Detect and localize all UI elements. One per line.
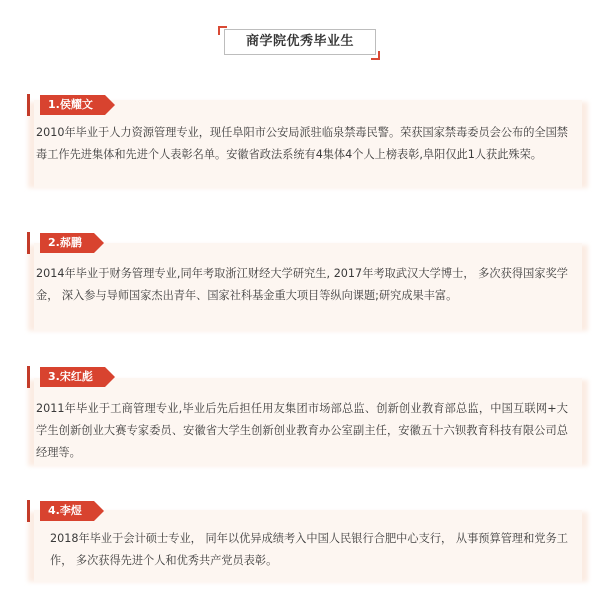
- graduate-card-4: [34, 510, 582, 582]
- page-title: 商学院优秀毕业生: [224, 29, 376, 55]
- title-corner-bottom-right: [371, 51, 380, 60]
- section-marker: [27, 232, 30, 254]
- graduate-name-tag: 4.李煜: [40, 501, 94, 521]
- graduate-description: 2014年毕业于财务管理专业,同年考取浙江财经大学研究生, 2017年考取武汉大学博士， 多次获得国家奖学金， 深入参与导师国家杰出青年、国家社科基金重大项目等纵向课题;研究成果丰富。: [36, 267, 568, 302]
- section-marker: [27, 366, 30, 388]
- graduate-name-tag: 3.宋红彪: [40, 367, 105, 387]
- graduate-name-tag: 1.侯耀文: [40, 95, 105, 115]
- section-marker: [27, 94, 30, 116]
- graduate-card-3: [34, 378, 582, 466]
- graduate-card-1: [34, 100, 582, 188]
- page-title-area: [0, 26, 600, 62]
- graduate-description: 2010年毕业于人力资源管理专业，现任阜阳市公安局派驻临泉禁毒民警。荣获国家禁毒委员会公布的全国禁毒工作先进集体和先进个人表彰名单。安徽省政法系统有4集体4个人上榜表彰,阜阳仅此1人获此殊荣。: [36, 126, 568, 161]
- graduate-description: 2011年毕业于工商管理专业,毕业后先后担任用友集团市场部总监、创新创业教育部总监，中国互联网+大学生创新创业大赛专家委员、安徽省大学生创新创业教育办公室副主任，安徽五十六钡教育科技有限公司总经理等。: [36, 402, 568, 459]
- graduate-description: 2018年毕业于会计硕士专业， 同年以优异成绩考入中国人民银行合肥中心支行， 从事预算管理和党务工作， 多次获得先进个人和优秀共产党员表彰。: [50, 532, 568, 567]
- section-marker: [27, 500, 30, 522]
- graduate-card-2: [34, 243, 582, 331]
- graduate-name-tag: 2.郝鹏: [40, 233, 94, 253]
